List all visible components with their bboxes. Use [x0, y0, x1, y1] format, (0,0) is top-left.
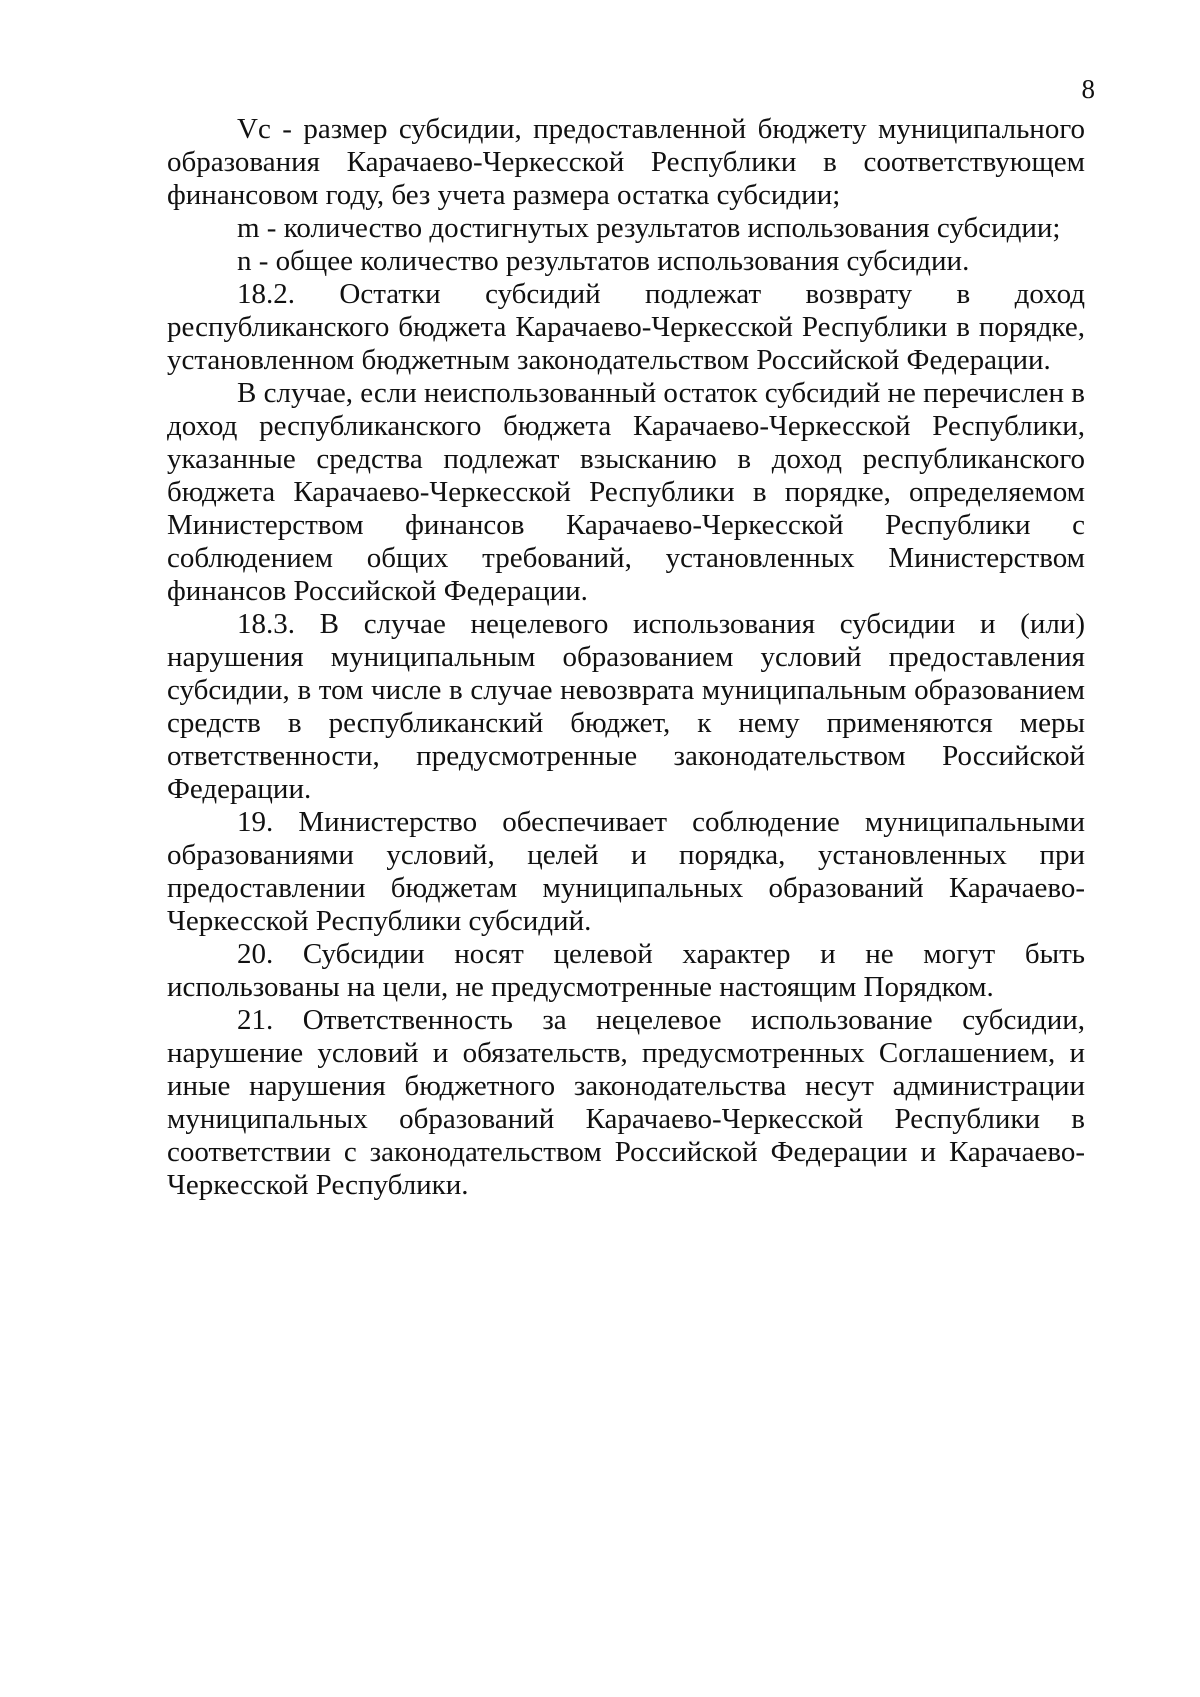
paragraph-n-definition: n - общее количество результатов использования субсидии.: [237, 245, 970, 277]
page-number: 8: [1081, 74, 1095, 104]
paragraph-18-3: 18.3. В случае нецелевого использования субсидии и (или) нарушения муниципальным образованием условий предоставления субсидии, в том числе в случае невозврата муниципальным образованием средств в республиканский бюджет, к нему применяются меры ответственности, предусмотренные законодательством Российской Федерации.: [167, 608, 1085, 805]
paragraph-19: 19. Министерство обеспечивает соблюдение муниципальными образованиями условий, целей и порядка, установленных при предоставлении бюджетам муниципальных образований Карачаево- Черкесской Республики субсидий.: [167, 806, 1085, 937]
paragraph-21: 21. Ответственность за нецелевое использование субсидии, нарушение условий и обязательств, предусмотренных Соглашением, и иные нарушения бюджетного законодательства несут администрации муниципальных образований Карачаево-Черкесской Республики в соответствии с законодательством Российской Федерации и Карачаево-Черкесской Республики.: [167, 1004, 1085, 1201]
document-body: [167, 113, 1085, 1202]
paragraph-18-2: 18.2. Остатки субсидий подлежат возврату в доход республиканского бюджета Карачаево-Черкесской Республики в порядке, установленном бюджетным законодательством Российской Федерации.: [167, 278, 1085, 376]
paragraph-vc-definition: Vc - размер субсидии, предоставленной бюджету муниципального образования Карачаево-Черкесской Республики в соответствующем финансовом году, без учета размера остатка субсидии;: [167, 113, 1085, 211]
paragraph-m-definition: m - количество достигнутых результатов использования субсидии;: [237, 212, 1061, 244]
paragraph-unused-balance: В случае, если неиспользованный остаток субсидий не перечислен в доход республиканского бюджета Карачаево-Черкесской Республики, указанные средства подлежат взысканию в доход республиканского бюджета Карачаево-Черкесской Республики в порядке, определяемом Министерством финансов Карачаево-Черкесской Республики с соблюдением общих требований, установленных Министерством финансов Российской Федерации.: [167, 377, 1085, 607]
paragraph-20: 20. Субсидии носят целевой характер и не могут быть использованы на цели, не предусмотренные настоящим Порядком.: [167, 938, 1085, 1003]
